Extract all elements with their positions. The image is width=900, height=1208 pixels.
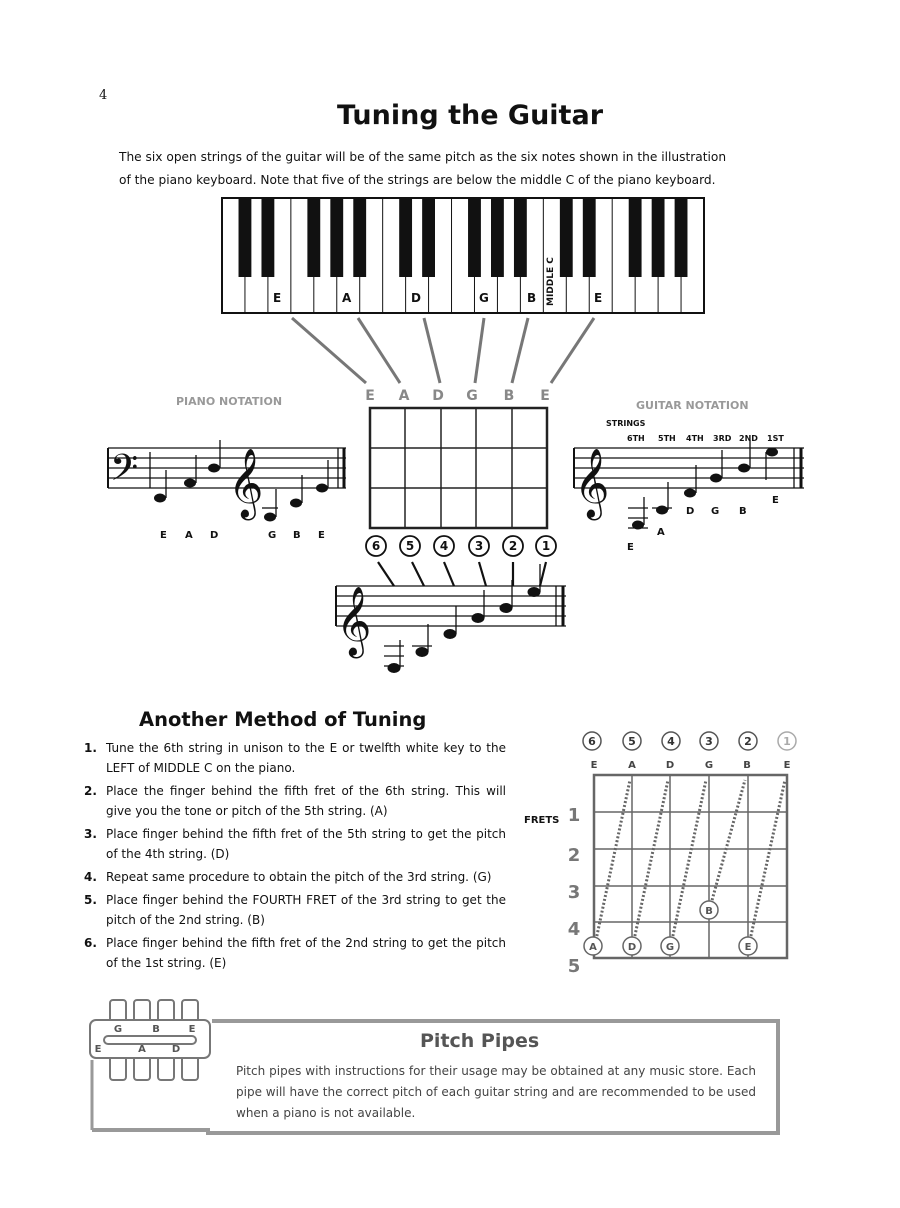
string-circle-4: 4: [439, 539, 449, 553]
page-title: Tuning the Guitar: [336, 100, 604, 131]
string-circle-3: 3: [474, 539, 484, 553]
step-number: 4.: [84, 870, 97, 884]
black-key: [675, 199, 688, 277]
step-number: 1.: [84, 741, 97, 755]
black-key: [468, 199, 481, 277]
step-text: Place finger behind the fifth fret of the 2nd string to get the pitch of the 1st string. (E): [106, 936, 506, 970]
piano-note-labels: [160, 530, 325, 541]
page-number: 4: [99, 88, 108, 103]
bass-clef-icon: 𝄢: [110, 447, 139, 498]
fretboard-top-labels: [365, 388, 550, 404]
black-key: [353, 199, 366, 277]
list-item: [84, 738, 506, 778]
key-label-e-low: E: [273, 291, 282, 305]
piano-note-label-a: A: [185, 530, 193, 541]
black-key: [422, 199, 435, 277]
fret-number-4: 4: [567, 919, 581, 940]
another-method-heading: Another Method of Tuning: [139, 708, 427, 731]
fret-string-note-a: A: [628, 760, 636, 771]
guitar-note-label-d: D: [686, 506, 695, 517]
fret-circle-2: 2: [744, 735, 752, 748]
guitar-note-label-e: E: [627, 542, 634, 553]
fret-number-5: 5: [567, 956, 581, 977]
piano-note-label-b: B: [293, 530, 301, 541]
fret-string-note-b: B: [743, 760, 751, 771]
fretted-note-a: A: [589, 942, 597, 953]
treble-clef-icon-guitar: 𝄞: [574, 448, 610, 518]
fret-circle-6: 6: [588, 735, 596, 748]
guitar-string-labels: [627, 434, 784, 443]
intro-line-1: The six open strings of the guitar will be of the same pitch as the six notes shown in the illustration: [119, 150, 727, 164]
key-label-e-high: E: [594, 291, 603, 305]
black-key: [583, 199, 596, 277]
list-item: [84, 867, 506, 887]
pipe-label-d: D: [171, 1044, 181, 1055]
piano-keyboard: [222, 198, 704, 313]
step-number: 3.: [84, 827, 97, 841]
key-label-d: D: [411, 291, 421, 305]
black-key: [239, 199, 252, 277]
string-circle-6: 6: [371, 539, 381, 553]
list-item: [84, 890, 506, 930]
string-circle-5: 5: [405, 539, 415, 553]
fretted-note-g: G: [665, 942, 675, 953]
key-label-a: A: [342, 291, 352, 305]
piano-notation-heading: PIANO NOTATION: [176, 395, 283, 408]
pipe-label-b: B: [152, 1024, 160, 1035]
pipe-label-g: G: [113, 1024, 123, 1035]
fret-top-label-g: G: [466, 388, 478, 404]
pipe-label-a: A: [138, 1044, 146, 1055]
guitar-note-label-e2: E: [772, 495, 779, 506]
black-key: [514, 199, 527, 277]
fret-top-label-d: D: [432, 388, 444, 404]
connector-lines: [292, 318, 594, 383]
guitar-note-label-a: A: [657, 527, 665, 538]
step-number: 2.: [84, 784, 97, 798]
black-key: [629, 199, 642, 277]
fretted-note-e: E: [744, 942, 752, 953]
tuning-steps: [84, 738, 506, 976]
guitar-note-label-g: G: [711, 506, 720, 517]
black-key: [330, 199, 343, 277]
piano-note-label-e2: E: [318, 530, 325, 541]
black-key: [491, 199, 504, 277]
fretted-note-b: B: [705, 906, 713, 917]
fret-string-note-d: D: [665, 760, 675, 771]
string-circles: [366, 536, 556, 556]
middle-c-label: MIDDLE C: [546, 257, 556, 306]
piano-staff: [108, 448, 346, 488]
pipe-label-e-high: E: [188, 1024, 196, 1035]
fret-top-label-a: A: [398, 388, 410, 404]
list-item: [84, 824, 506, 864]
key-label-g: G: [479, 291, 489, 305]
fret-top-label-b: B: [503, 388, 515, 404]
strings-label: STRINGS: [606, 419, 646, 428]
pipe-label-e-low: E: [94, 1044, 102, 1055]
fret-string-note-e-low: E: [590, 760, 598, 771]
string-circle-2: 2: [508, 539, 518, 553]
string-label-5th: 5TH: [658, 434, 676, 443]
step-number: 5.: [84, 893, 97, 907]
fret-circle-3: 3: [705, 735, 713, 748]
step-text: Repeat same procedure to obtain the pitch of the 3rd string. (G): [106, 870, 492, 884]
treble-clef-icon-middle: 𝄞: [336, 586, 372, 656]
circle-to-note-lines: [378, 562, 546, 586]
guitar-note-label-b: B: [739, 506, 747, 517]
string-label-1st: 1ST: [767, 434, 784, 443]
key-label-b: B: [527, 291, 537, 305]
string-circle-1: 1: [541, 539, 551, 553]
list-item: [84, 933, 506, 973]
piano-note-label-e: E: [160, 530, 167, 541]
pitch-pipes-text: Pitch pipes with instructions for their usage may be obtained at any music store. Each pipe will have the correct pitch of each guitar string and are recommended to be used when a piano is not available.: [236, 1064, 756, 1120]
fret-number-3: 3: [567, 882, 581, 903]
pitch-pipes-title: Pitch Pipes: [420, 1030, 540, 1052]
frets-label: FRETS: [524, 815, 560, 826]
piano-note-label-g: G: [268, 530, 277, 541]
guitar-notation-heading: GUITAR NOTATION: [636, 399, 749, 412]
fretted-note-d: D: [627, 942, 637, 953]
list-item: [84, 781, 506, 821]
fret-top-label-e-low: E: [365, 388, 375, 404]
fret-string-note-g: G: [704, 760, 714, 771]
string-label-4th: 4TH: [686, 434, 704, 443]
black-key: [399, 199, 412, 277]
center-fretboard: [370, 408, 547, 528]
fret-circle-4: 4: [667, 735, 675, 748]
fret-circle-5: 5: [628, 735, 636, 748]
guitar-note-labels: [627, 495, 779, 553]
intro-line-2: of the piano keyboard. Note that five of the strings are below the middle C of the piano keyboard.: [119, 173, 716, 187]
fret-circle-1: 1: [783, 735, 791, 748]
black-key: [261, 199, 274, 277]
step-text: Place finger behind the fifth fret of the 5th string to get the pitch of the 4th string. (D): [106, 827, 506, 861]
step-text: Tune the 6th string in unison to the E or twelfth white key to the LEFT of MIDDLE C on the piano.: [106, 741, 506, 775]
string-label-3rd: 3RD: [713, 434, 732, 443]
step-number: 6.: [84, 936, 97, 950]
fret-number-1: 1: [567, 805, 581, 826]
fret-number-2: 2: [567, 845, 581, 866]
black-key: [307, 199, 320, 277]
string-label-6th: 6TH: [627, 434, 645, 443]
treble-clef-icon-piano: 𝄞: [228, 448, 264, 518]
step-text: Place finger behind the FOURTH FRET of the 3rd string to get the pitch of the 2nd string. (B): [106, 893, 506, 927]
black-key: [652, 199, 665, 277]
middle-notes: [388, 587, 541, 673]
step-text: Place the finger behind the fifth fret of the 6th string. This will give you the tone or pitch of the 5th string. (A): [106, 784, 506, 818]
fret-diagram: [524, 732, 796, 977]
fret-string-note-e-high: E: [783, 760, 791, 771]
piano-note-label-d: D: [210, 530, 219, 541]
black-key: [560, 199, 573, 277]
string-label-2nd: 2ND: [739, 434, 758, 443]
fret-top-label-e-high: E: [540, 388, 550, 404]
